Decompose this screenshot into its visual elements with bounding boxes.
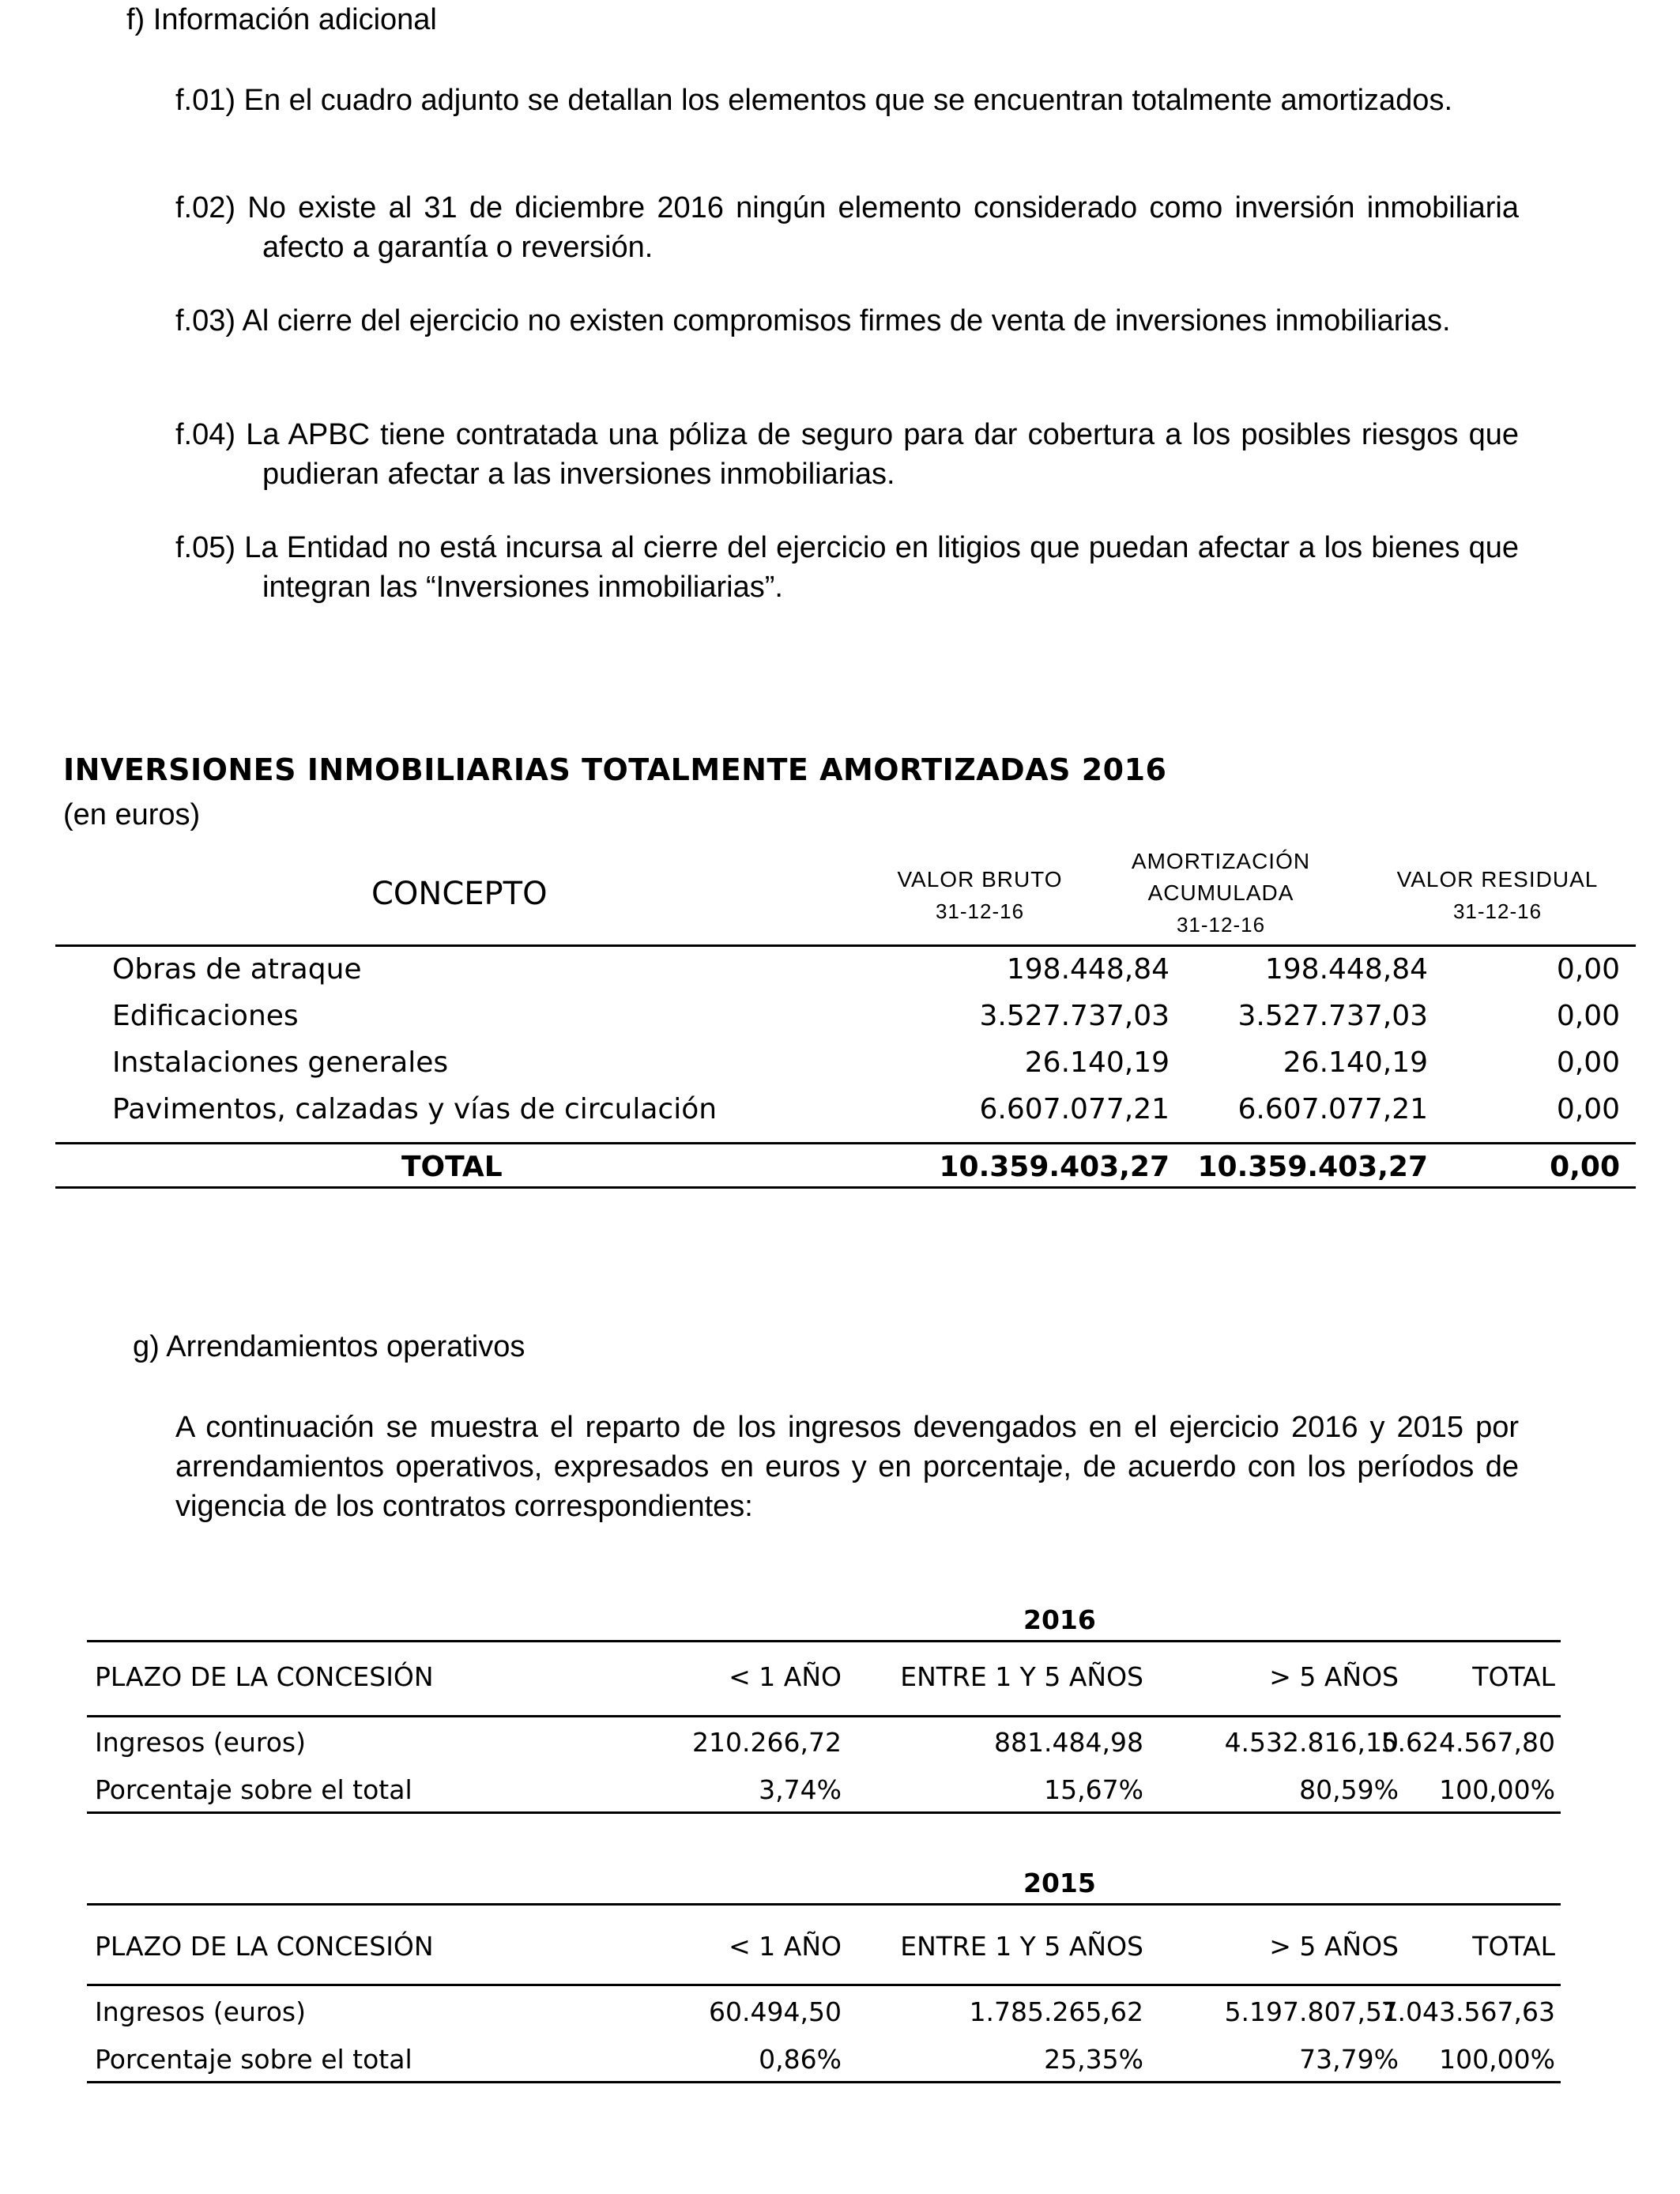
cell-valor-residual: 0,00 (1556, 1093, 1620, 1125)
table-row (55, 1046, 1636, 1092)
cell-mas-5: 73,79% (1299, 2044, 1399, 2075)
header-valor-residual-date: 31-12-16 (1452, 899, 1543, 923)
header-amortizacion-date: 31-12-16 (1176, 913, 1266, 937)
table-top-border (87, 1640, 1561, 1642)
cell-entre-1-5: 881.484,98 (994, 1727, 1143, 1758)
cell-total: 100,00% (1439, 1774, 1555, 1805)
cell-amortizacion: 3.527.737,03 (1237, 1000, 1428, 1032)
header-entre-1-5: ENTRE 1 Y 5 AÑOS (900, 1931, 1143, 1962)
table-row (55, 1093, 1636, 1139)
cell-amortizacion: 6.607.077,21 (1237, 1093, 1428, 1125)
header-plazo: PLAZO DE LA CONCESIÓN (95, 1931, 434, 1962)
cell-total: 5.624.567,80 (1381, 1727, 1555, 1758)
paragraph-f01: f.01) En el cuadro adjunto se detallan los elementos que se encuentran totalmente amortizados. (175, 84, 1453, 117)
table-row (87, 1727, 1561, 1766)
cell-concepto: Pavimentos, calzadas y vías de circulación (112, 1093, 718, 1125)
table-row (55, 953, 1636, 999)
cell-valor-residual: 0,00 (1556, 1000, 1620, 1032)
header-plazo: PLAZO DE LA CONCESIÓN (95, 1661, 434, 1692)
table-header-divider (87, 1715, 1561, 1717)
cell-label: Porcentaje sobre el total (95, 2044, 412, 2075)
cell-valor-residual: 0,00 (1556, 1046, 1620, 1079)
table1-subtitle: (en euros) (63, 798, 201, 831)
cell-valor-residual: 0,00 (1556, 953, 1620, 986)
table1-total-divider (55, 1142, 1636, 1144)
paragraph-f05: f.05) La Entidad no está incursa al cierre del ejercicio en litigios que puedan afectar a los bienes que integran las “Inversiones inmobiliarias”. (175, 531, 1519, 604)
section-f-heading: f) Información adicional (126, 3, 437, 36)
cell-menos-1: 3,74% (759, 1774, 842, 1805)
header-entre-1-5: ENTRE 1 Y 5 AÑOS (900, 1661, 1143, 1692)
cell-total-amortizacion: 10.359.403,27 (1197, 1151, 1428, 1183)
table-row (55, 1000, 1636, 1046)
cell-valor-bruto: 198.448,84 (1006, 953, 1170, 986)
header-amortizacion-line2: ACUMULADA (1147, 880, 1294, 905)
table-bottom-border (87, 1811, 1561, 1814)
header-menos-1: < 1 AÑO (729, 1931, 842, 1962)
cell-total-label: TOTAL (401, 1151, 503, 1183)
header-valor-bruto-label: VALOR BRUTO (897, 867, 1063, 892)
header-total: TOTAL (1472, 1661, 1555, 1692)
cell-amortizacion: 198.448,84 (1264, 953, 1428, 986)
header-amortizacion-line1: AMORTIZACIÓN (1131, 849, 1311, 873)
paragraph-f03: f.03) Al cierre del ejercicio no existen compromisos firmes de venta de inversiones inmobiliarias. (175, 304, 1451, 337)
header-amortizacion (1090, 846, 1351, 941)
header-valor-bruto (861, 864, 1098, 927)
header-valor-residual (1367, 864, 1628, 927)
cell-mas-5: 4.532.816,10 (1224, 1727, 1399, 1758)
table-header-row (87, 1931, 1561, 1970)
cell-menos-1: 60.494,50 (709, 1996, 842, 2027)
cell-mas-5: 80,59% (1299, 1774, 1399, 1805)
cell-total: 7.043.567,63 (1381, 1996, 1555, 2027)
header-mas-5: > 5 AÑOS (1269, 1931, 1399, 1962)
cell-valor-bruto: 3.527.737,03 (979, 1000, 1170, 1032)
table1-bottom-border (55, 1186, 1636, 1189)
table-year: 2015 (1023, 1868, 1096, 1898)
cell-total-valor-bruto: 10.359.403,27 (939, 1151, 1170, 1183)
cell-label: Porcentaje sobre el total (95, 1774, 412, 1805)
table-header-row (87, 1661, 1561, 1701)
header-concepto: CONCEPTO (371, 876, 548, 912)
cell-mas-5: 5.197.807,51 (1224, 1996, 1399, 2027)
paragraph-f04: f.04) La APBC tiene contratada una póliza de seguro para dar cobertura a los posibles riesgos que pudieran afectar a las inversiones inmobiliarias. (175, 418, 1519, 491)
cell-menos-1: 0,86% (759, 2044, 842, 2075)
table1-title: INVERSIONES INMOBILIARIAS TOTALMENTE AMORTIZADAS 2016 (63, 752, 1167, 787)
table-row (87, 2044, 1561, 2083)
cell-menos-1: 210.266,72 (692, 1727, 842, 1758)
header-valor-residual-label: VALOR RESIDUAL (1396, 867, 1599, 892)
section-g-heading: g) Arrendamientos operativos (133, 1330, 525, 1363)
table-total-row (55, 1151, 1636, 1197)
table-top-border (87, 1903, 1561, 1906)
cell-label: Ingresos (euros) (95, 1996, 306, 2027)
table-row (87, 1996, 1561, 2036)
cell-valor-bruto: 26.140,19 (1024, 1046, 1170, 1079)
header-total: TOTAL (1472, 1931, 1555, 1962)
cell-entre-1-5: 25,35% (1044, 2044, 1143, 2075)
cell-valor-bruto: 6.607.077,21 (979, 1093, 1170, 1125)
cell-concepto: Instalaciones generales (112, 1046, 449, 1079)
paragraph-f02: f.02) No existe al 31 de diciembre 2016 ningún elemento considerado como inversión inmobiliaria afecto a garantía o reversión. (175, 191, 1519, 264)
table1-header-divider (55, 944, 1636, 947)
cell-total: 100,00% (1439, 2044, 1555, 2075)
cell-concepto: Edificaciones (112, 1000, 299, 1032)
header-valor-bruto-date: 31-12-16 (935, 899, 1025, 923)
table-year: 2016 (1023, 1604, 1096, 1635)
header-mas-5: > 5 AÑOS (1269, 1661, 1399, 1692)
header-menos-1: < 1 AÑO (729, 1661, 842, 1692)
table-header-divider (87, 1984, 1561, 1986)
table-bottom-border (87, 2081, 1561, 2083)
paragraph-g: A continuación se muestra el reparto de los ingresos devengados en el ejercicio 2016 y 2015 por arrendamientos operativos, expresados en euros y en porcentaje, de acuerdo con los períodos de vigencia de los contratos correspondientes: (175, 1411, 1519, 1523)
cell-amortizacion: 26.140,19 (1283, 1046, 1428, 1079)
cell-label: Ingresos (euros) (95, 1727, 306, 1758)
cell-entre-1-5: 1.785.265,62 (969, 1996, 1143, 2027)
cell-total-valor-residual: 0,00 (1550, 1151, 1620, 1183)
cell-concepto: Obras de atraque (112, 953, 362, 986)
cell-entre-1-5: 15,67% (1044, 1774, 1143, 1805)
table-row (87, 1774, 1561, 1814)
